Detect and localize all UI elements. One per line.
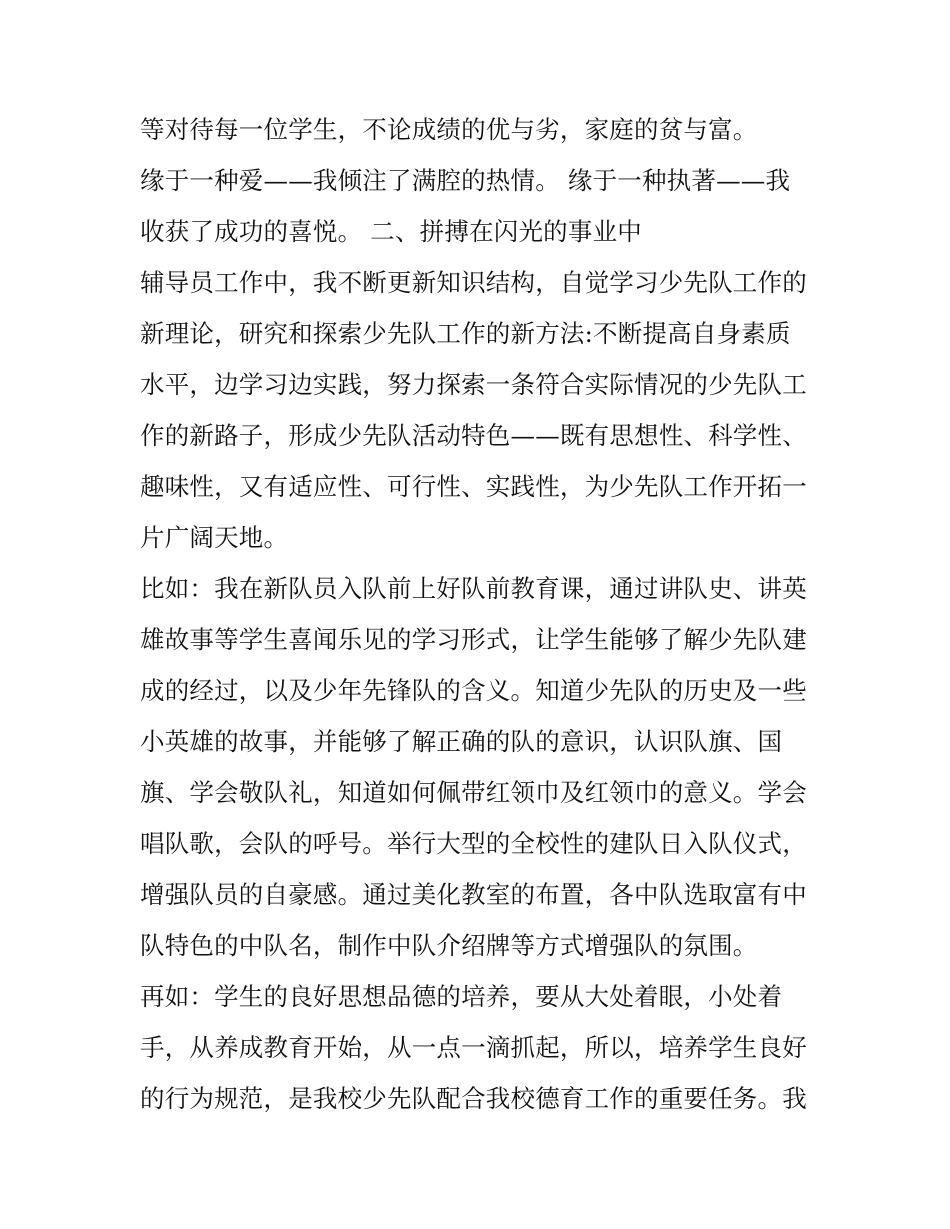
text-line: 增强队员的自豪感。通过美化教室的布置，各中队选取富有中: [140, 880, 807, 909]
text-line: 唱队歌，会队的呼号。举行大型的全校性的建队日入队仪式，: [140, 829, 807, 858]
text-line: 雄故事等学生喜闻乐见的学习形式，让学生能够了解少先队建: [140, 625, 807, 654]
text-line: 水平，边学习边实践，努力探索一条符合实际情况的少先队工: [140, 370, 807, 399]
text-line: 再如：学生的良好思想品德的培养，要从大处着眼，小处着: [140, 982, 783, 1011]
text-line: 片广阔天地。: [140, 523, 289, 552]
text-line: 辅导员工作中，我不断更新知识结构，自觉学习少先队工作的: [140, 268, 807, 297]
text-line: 小英雄的故事，并能够了解正确的队的意识，认识队旗、国: [140, 727, 783, 756]
text-line: 的行为规范，是我校少先队配合我校德育工作的重要任务。我: [140, 1084, 807, 1113]
text-line: 作的新路子，形成少先队活动特色——既有思想性、科学性、: [140, 421, 807, 450]
text-line: 比如：我在新队员入队前上好队前教育课，通过讲队史、讲英: [140, 574, 807, 603]
text-line: 队特色的中队名，制作中队介绍牌等方式增强队的氛围。: [140, 931, 758, 960]
text-line: 等对待每一位学生，不论成绩的优与劣，家庭的贫与富。: [140, 115, 758, 144]
text-line: 收获了成功的喜悦。 二、拼搏在闪光的事业中: [140, 217, 642, 246]
text-line: 新理论，研究和探索少先队工作的新方法:不断提高自身素质: [140, 319, 791, 348]
text-line: 成的经过，以及少年先锋队的含义。知道少先队的历史及一些: [140, 676, 807, 705]
text-line: 旗、学会敬队礼，知道如何佩带红领巾及红领巾的意义。学会: [140, 778, 807, 807]
text-line: 缘于一种爱——我倾注了满腔的热情。 缘于一种执著——我: [140, 166, 791, 195]
text-line: 手，从养成教育开始，从一点一滴抓起，所以，培养学生良好: [140, 1033, 807, 1062]
text-line: 趣味性，又有适应性、可行性、实践性，为少先队工作开拓一: [140, 472, 807, 501]
